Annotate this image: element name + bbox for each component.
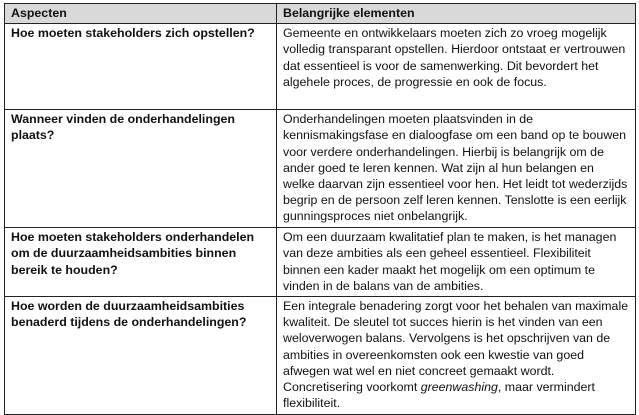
elements-cell: Om een duurzaam kwalitatief plan te maken, is het managen van deze ambities als een geheel essentieel. Flexibiliteit binnen een kader maakt het mogelijk om een optimum te vinden in de balans van de ambities.: [277, 228, 636, 297]
elements-text-before: Een integrale benadering zorgt voor het behalen van maximale kwaliteit. De sleutel tot succes hierin is het vinden van een weloverwogen balans. Vervolgens is het opschrijven van de ambities in overeenkomsten ook een kwestie van goed afwegen wat wel en niet concreet gemaakt wordt. Concretisering voorkomt: [283, 299, 629, 395]
aspect-cell: Hoe moeten stakeholders onderhandelen om de duurzaamheidsambities binnen bereik te houden?: [5, 228, 277, 297]
elements-cell: [277, 297, 636, 415]
table-row: [5, 228, 636, 297]
elements-text-after: , maar vermindert flexibiliteit.: [283, 380, 595, 411]
header-belangrijke-elementen: Belangrijke elementen: [277, 4, 636, 24]
aspect-cell: Wanneer vinden de onderhandelingen plaats?: [5, 110, 277, 228]
table-row: [5, 297, 636, 415]
table-row: [5, 24, 636, 110]
aspect-cell: Hoe worden de duurzaamheidsambities benaderd tijdens de onderhandelingen?: [5, 297, 277, 415]
header-aspecten: Aspecten: [5, 4, 277, 24]
table-row: [5, 110, 636, 228]
aspect-cell: Hoe moeten stakeholders zich opstellen?: [5, 24, 277, 110]
elements-cell: Gemeente en ontwikkelaars moeten zich zo vroeg mogelijk volledig transparant opstellen. Hierdoor ontstaat er vertrouwen dat essentieel is voor de samenwerking. Dit bevordert het algehele proces, de progressie en ook de focus.: [277, 24, 636, 110]
aspects-table: [4, 3, 636, 415]
elements-text-emphasis: greenwashing: [420, 380, 498, 395]
elements-cell: Onderhandelingen moeten plaatsvinden in de kennismakingsfase en dialoogfase om een band op te bouwen voor verdere onderhandelingen. Hierbij is belangrijk om de ander goed te leren kennen. Wat zijn al hun belangen en welke daarvan zijn essentieel voor hen. Het leidt tot wederzijds begrip en de persoon zelf leren kennen. Tenslotte is een eerlijk gunningsproces niet onbelangrijk.: [277, 110, 636, 228]
table-header-row: [5, 4, 636, 24]
